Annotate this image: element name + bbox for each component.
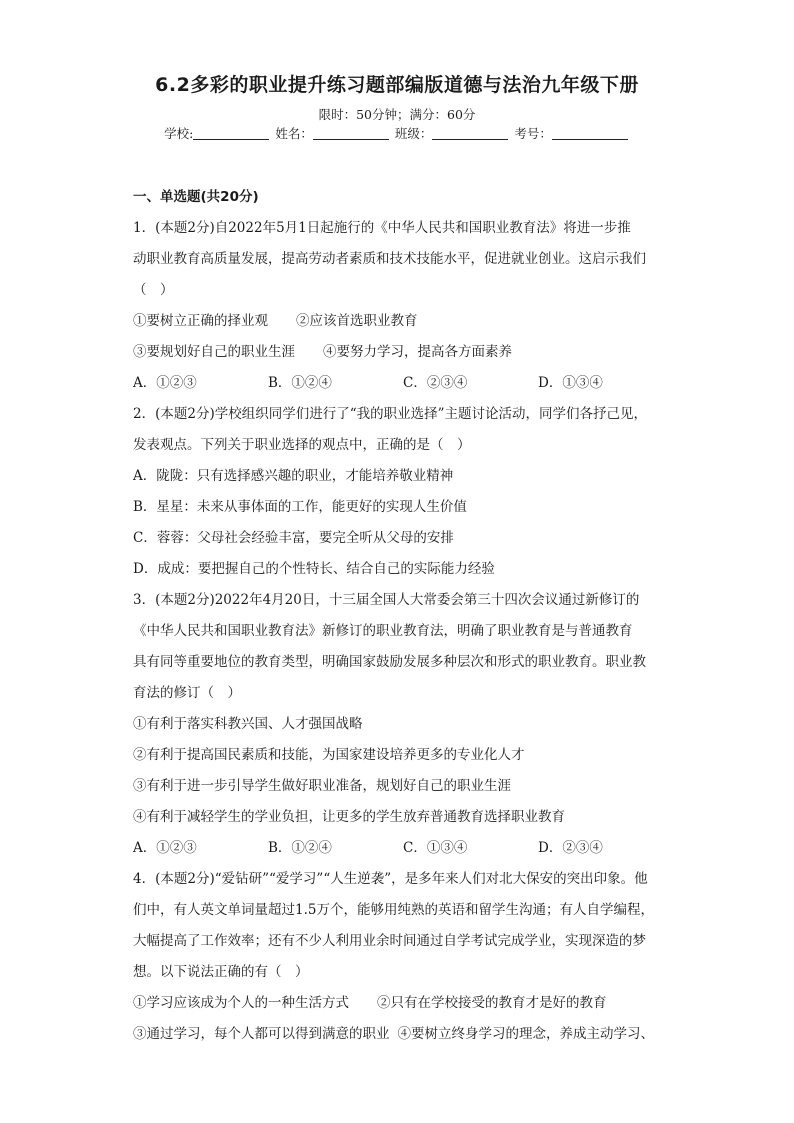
option-c[interactable]: C．①③④ (403, 840, 468, 856)
statement-item: ②应该首选职业教育 (296, 313, 418, 329)
statement-item: ④要努力学习，提高各方面素养 (323, 344, 512, 360)
question-stem-line: （ ） (133, 282, 174, 298)
exam-number-label: 考号： (514, 126, 552, 141)
class-blank[interactable] (432, 127, 508, 140)
question-3 (133, 585, 673, 864)
exam-number-blank[interactable] (552, 127, 628, 140)
question-stem-line: 《中华人民共和国职业教育法》新修订的职业教育法，明确了职业教育是与普通教育 (133, 623, 633, 639)
statement-row (133, 988, 673, 1019)
option-d[interactable]: D．①③④ (538, 375, 603, 391)
option-b[interactable]: B．①②④ (268, 840, 332, 856)
option-d[interactable]: D．成成：要把握自己的个性特长、结合自己的实际能力经验 (133, 561, 495, 577)
question-stem-line: 1．(本题2分)自2022年5月1日起施行的《中华人民共和国职业教育法》将进一步推 (133, 220, 631, 236)
section-heading: 一、单选题(共20分) (133, 189, 259, 205)
question-stem-line: 大幅提高了工作效率；还有不少人利用业余时间通过自学考试完成学业，实现深造的梦 (133, 933, 646, 949)
question-stem-line: 4．(本题2分)“爱钻研”“爱学习”“人生逆袭”，是多年来人们对北大保安的突出印象。他 (133, 871, 648, 887)
answer-options (133, 368, 673, 399)
question-stem-line: 发表观点。下列关于职业选择的观点中，正确的是（ ） (133, 437, 471, 453)
name-blank[interactable] (313, 127, 389, 140)
question-stem-line: 动职业教育高质量发展，提高劳动者素质和技术技能水平，促进就业创业。这启示我们 (133, 251, 646, 267)
statement-row (133, 306, 673, 337)
question-stem-line: 具有同等重要地位的教育类型，明确国家鼓励发展多种层次和形式的职业教育。职业教 (133, 654, 646, 670)
option-d[interactable]: D．②③④ (538, 840, 603, 856)
statement-item: ③有利于进一步引导学生做好职业准备，规划好自己的职业生涯 (133, 778, 511, 794)
answer-options (133, 833, 673, 864)
statement-item: ④要树立终身学习的理念，养成主动学习、 (397, 1026, 654, 1042)
time-score-info: 限时：50分钟；满分：60分 (318, 107, 476, 122)
name-label: 姓名： (275, 126, 313, 141)
question-stem-line: 3．(本题2分)2022年4月20日，十三届全国人大常委会第三十四次会议通过新修订的 (133, 592, 640, 608)
question-stem-line: 想。以下说法正确的有（ ） (133, 964, 309, 980)
school-blank[interactable] (193, 127, 269, 140)
option-c[interactable]: C．②③④ (403, 375, 468, 391)
option-a[interactable]: A．①②③ (133, 840, 197, 856)
statement-item: ④有利于减轻学生的学业负担，让更多的学生放弃普通教育选择职业教育 (133, 809, 565, 825)
question-stem-line: 育法的修订（ ） (133, 685, 241, 701)
class-label: 班级： (394, 126, 433, 141)
statement-row (133, 1019, 673, 1050)
question-4 (133, 864, 673, 1050)
option-b[interactable]: B．星星：未来从事体面的工作，能更好的实现人生价值 (133, 499, 467, 515)
option-a[interactable]: A．①②③ (133, 375, 197, 391)
option-c[interactable]: C．蓉蓉：父母社会经验丰富，要完全听从父母的安排 (133, 530, 454, 546)
statement-item: ①学习应该成为个人的一种生活方式 (133, 995, 349, 1011)
page-title: 6.2多彩的职业提升练习题部编版道德与法治九年级下册 (155, 74, 639, 96)
question-stem-line: 们中，有人英文单词量超过1.5万个，能够用纯熟的英语和留学生沟通；有人自学编程， (133, 902, 654, 918)
student-info-row (0, 124, 794, 142)
statement-item: ②有利于提高国民素质和技能，为国家建设培养更多的专业化人才 (133, 747, 525, 763)
question-1 (133, 213, 673, 399)
school-label: 学校: (164, 126, 194, 141)
option-b[interactable]: B．①②④ (268, 375, 332, 391)
questions (133, 213, 673, 1050)
option-a[interactable]: A．陇陇：只有选择感兴趣的职业，才能培养敬业精神 (133, 468, 454, 484)
statement-item: ②只有在学校接受的教育才是好的教育 (377, 995, 607, 1011)
statement-item: ③通过学习，每个人都可以得到满意的职业 (133, 1026, 390, 1042)
statement-item: ③要规划好自己的职业生涯 (133, 344, 295, 360)
question-2 (133, 399, 673, 585)
statement-row (133, 337, 673, 368)
statement-item: ①要树立正确的择业观 (133, 313, 268, 329)
question-stem-line: 2．(本题2分)学校组织同学们进行了“我的职业选择”主题讨论活动，同学们各抒己见， (133, 406, 648, 422)
statement-item: ①有利于落实科教兴国、人才强国战略 (133, 716, 363, 732)
